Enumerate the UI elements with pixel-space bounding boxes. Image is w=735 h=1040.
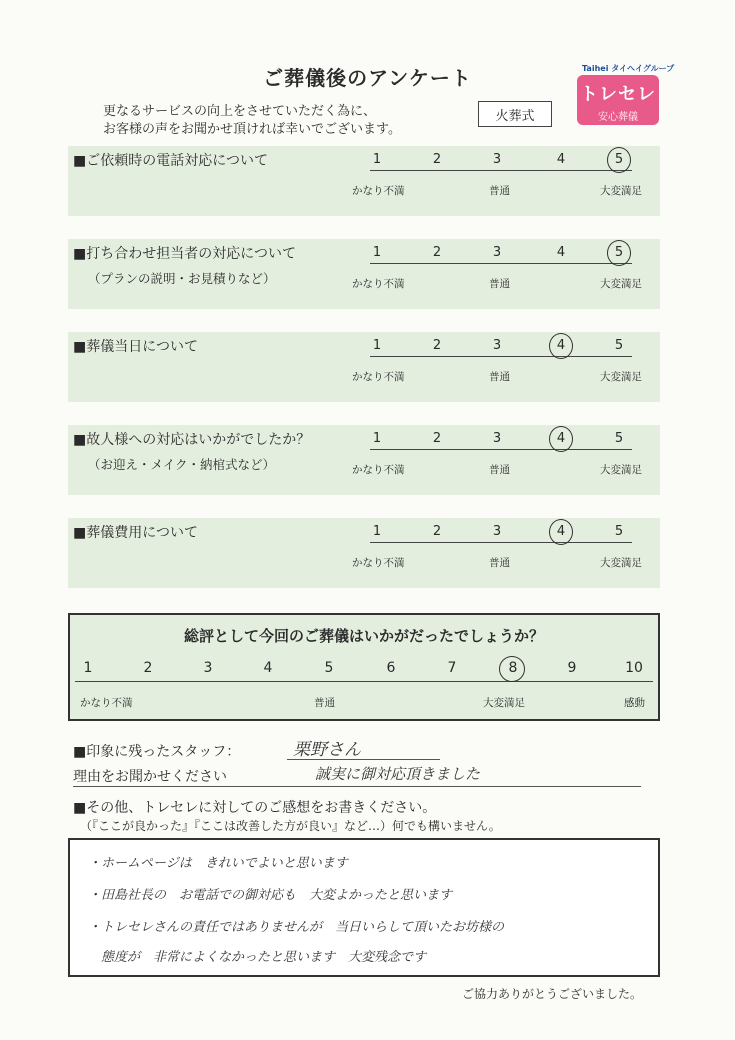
scale-number: 4: [556, 431, 566, 446]
question-sublabel: （プランの説明・お見積りなど）: [88, 271, 276, 286]
scale-number: 5: [614, 152, 624, 167]
overall-title: 総評として今回のご葬儀はいかがだったでしょうか？: [183, 627, 544, 645]
intro-line-1: 更なるサービスの向上をさせていただく為に、: [103, 104, 377, 119]
anchor-mid: 普通: [489, 371, 510, 383]
overall-anchor-low: かなり不満: [80, 697, 133, 709]
question-label: ■葬儀当日について: [73, 339, 198, 355]
overall-scale-number: 8: [508, 660, 518, 676]
overall-selected-circle: [499, 656, 525, 682]
scale-line: [370, 356, 632, 357]
anchor-high: 大変満足: [600, 557, 642, 569]
scale-number: 5: [614, 245, 624, 260]
overall-scale-number: 5: [324, 660, 334, 676]
overall-scale-number: 1: [83, 660, 93, 676]
scale-number: 2: [432, 338, 442, 353]
overall-scale-number: 6: [386, 660, 396, 676]
scale-number: 3: [492, 338, 502, 353]
question-label: ■ご依頼時の電話対応について: [73, 153, 268, 169]
anchor-mid: 普通: [489, 278, 510, 290]
anchor-mid: 普通: [489, 557, 510, 569]
anchor-low: かなり不満: [352, 557, 405, 569]
overall-scale-number: 10: [625, 660, 643, 676]
anchor-high: 大変満足: [600, 371, 642, 383]
scale-number: 1: [372, 152, 382, 167]
scale-line: [370, 449, 632, 450]
scale-number: 4: [556, 245, 566, 260]
anchor-high: 大変満足: [600, 464, 642, 476]
comment-line-3: ・トレセレさんの責任ではありませんが 当日いらして頂いたお坊様の: [88, 920, 505, 935]
scale-number: 3: [492, 431, 502, 446]
scale-number: 5: [614, 524, 624, 539]
funeral-type-box: 火葬式: [478, 101, 552, 127]
overall-scale-line: [75, 681, 653, 682]
selected-rating-circle: [549, 519, 573, 545]
scale-number: 2: [432, 245, 442, 260]
scale-number: 3: [492, 245, 502, 260]
scale-number: 3: [492, 524, 502, 539]
anchor-mid: 普通: [489, 185, 510, 197]
overall-scale-number: 4: [263, 660, 273, 676]
anchor-high: 大変満足: [600, 185, 642, 197]
anchor-low: かなり不満: [352, 464, 405, 476]
reason-handwritten: 誠実に御対応頂きました: [315, 765, 481, 783]
scale-number: 2: [432, 152, 442, 167]
staff-label: ■印象に残ったスタッフ：: [73, 744, 241, 760]
scale-number: 1: [372, 524, 382, 539]
scale-number: 4: [556, 524, 566, 539]
overall-anchor-mid: 普通: [314, 697, 335, 709]
comments-hint: （『ここが良かった』『ここは改善した方が良い』など…）何でも構いません。: [80, 819, 501, 833]
logo-sub-text: 安心葬儀: [598, 112, 638, 123]
question-sublabel: （お迎え・メイク・納棺式など）: [88, 457, 276, 472]
reason-label: 理由をお聞かせください: [73, 769, 227, 785]
reason-underline: [73, 786, 641, 787]
logo-main-text: トレセレ: [580, 84, 656, 105]
scale-number: 3: [492, 152, 502, 167]
anchor-low: かなり不満: [352, 185, 405, 197]
scale-line: [370, 170, 632, 171]
selected-rating-circle: [607, 147, 631, 173]
selected-rating-circle: [607, 240, 631, 266]
question-label: ■葬儀費用について: [73, 525, 198, 541]
comment-line-4: 態度が 非常によくなかったと思います 大変残念です: [88, 950, 427, 965]
comment-line-1: ・ホームページは きれいでよいと思います: [88, 856, 348, 871]
overall-scale-number: 9: [567, 660, 577, 676]
staff-underline: [287, 759, 440, 760]
overall-anchor-top: 感動: [624, 697, 645, 709]
overall-scale-number: 2: [143, 660, 153, 676]
scale-number: 1: [372, 431, 382, 446]
overall-scale-number: 7: [447, 660, 457, 676]
brand-group-label: Taihei タイヘイグループ: [582, 64, 675, 73]
scale-number: 5: [614, 431, 624, 446]
anchor-low: かなり不満: [352, 278, 405, 290]
anchor-mid: 普通: [489, 464, 510, 476]
anchor-low: かなり不満: [352, 371, 405, 383]
scale-number: 4: [556, 152, 566, 167]
scale-number: 4: [556, 338, 566, 353]
thanks-message: ご協力ありがとうございました。: [462, 987, 643, 1001]
comments-label: ■その他、トレセレに対してのご感想をお書きください。: [73, 800, 437, 816]
scale-number: 1: [372, 338, 382, 353]
overall-anchor-high: 大変満足: [483, 697, 525, 709]
comment-line-2: ・田島社長の お電話での御対応も 大変よかったと思います: [88, 888, 453, 903]
scale-number: 1: [372, 245, 382, 260]
question-label: ■打ち合わせ担当者の対応について: [73, 246, 296, 262]
anchor-high: 大変満足: [600, 278, 642, 290]
brand-logo: [577, 75, 659, 125]
selected-rating-circle: [549, 426, 573, 452]
survey-title: ご葬儀後のアンケート: [263, 66, 472, 90]
overall-scale-number: 3: [203, 660, 213, 676]
staff-name-handwritten: 栗野さん: [293, 740, 361, 760]
scale-number: 2: [432, 431, 442, 446]
intro-line-2: お客様の声をお聞かせ頂ければ幸いでございます。: [103, 122, 401, 137]
scale-number: 2: [432, 524, 442, 539]
scale-line: [370, 263, 632, 264]
question-label: ■故人様への対応はいかがでしたか？: [73, 432, 311, 448]
scale-number: 5: [614, 338, 624, 353]
selected-rating-circle: [549, 333, 573, 359]
scale-line: [370, 542, 632, 543]
